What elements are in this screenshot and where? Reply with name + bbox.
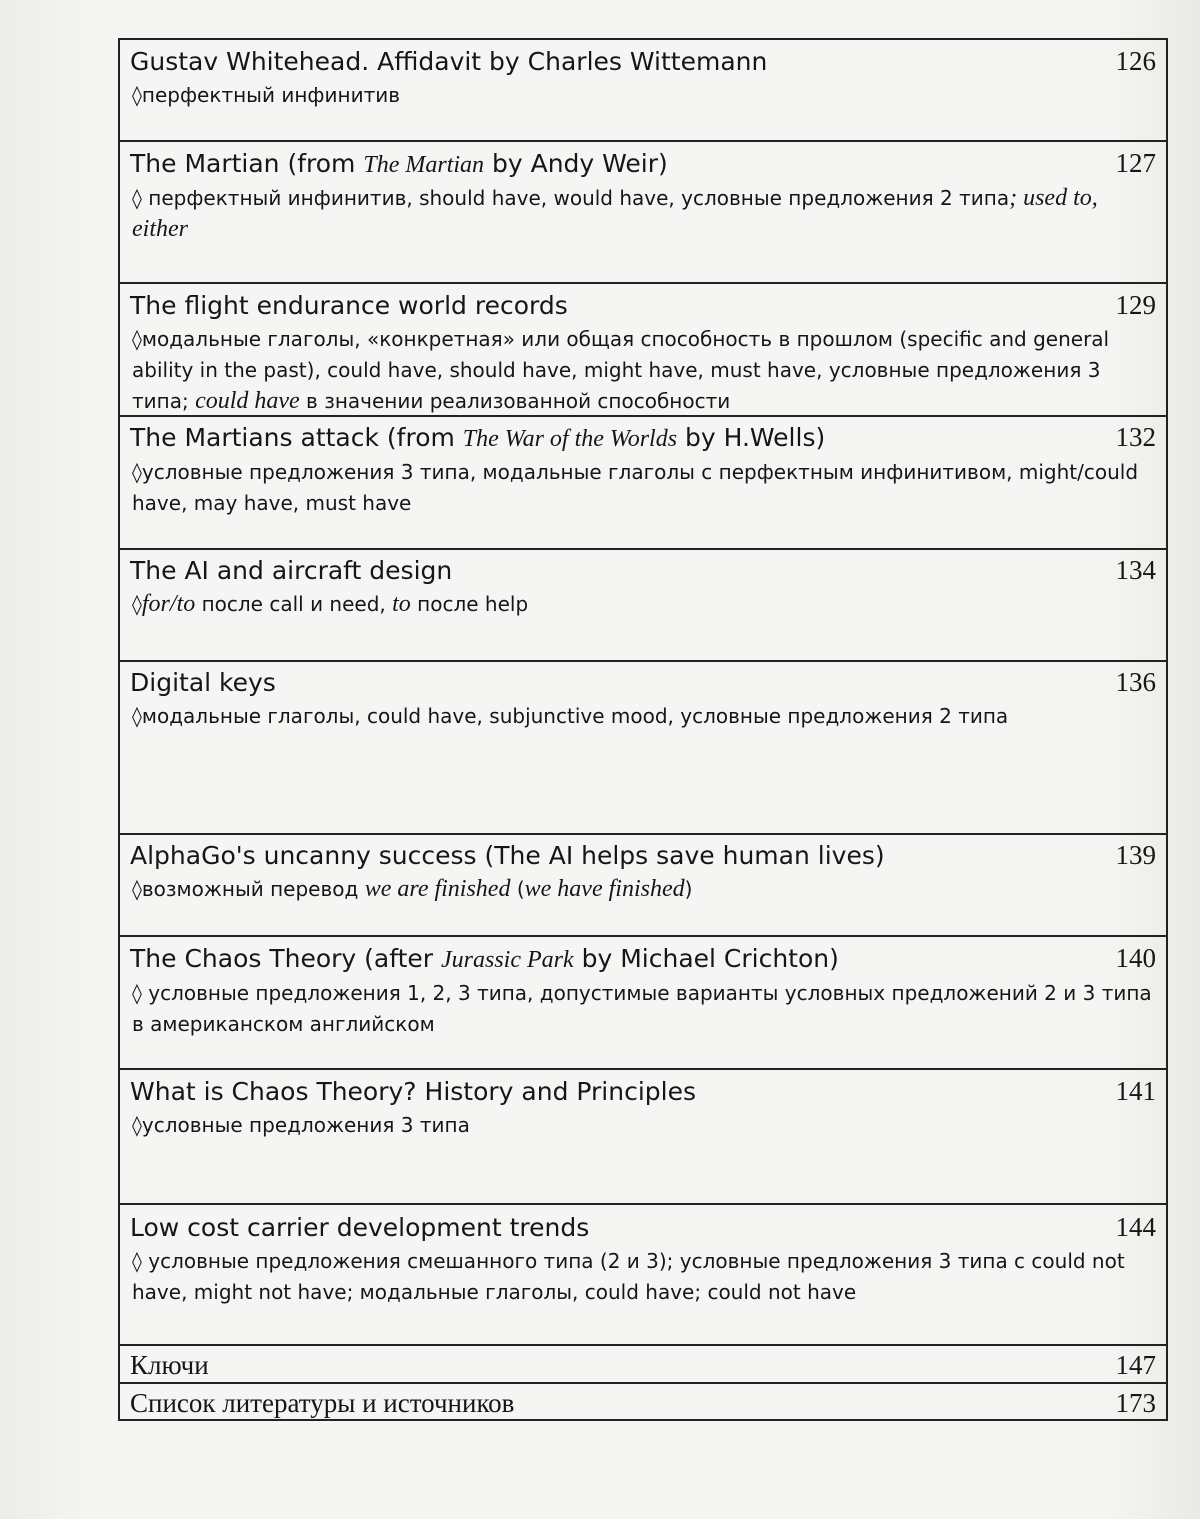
entry-page: 144	[1115, 1212, 1156, 1242]
entry-title-italic: Jurassic Park	[441, 947, 574, 973]
entry-title: What is Chaos Theory? History and Principles	[130, 1077, 697, 1106]
entry-page: 136	[1115, 667, 1156, 697]
entry-page: 141	[1115, 1076, 1156, 1106]
entry-note-text: ◊ перфектный инфинитив, should have, would have, условные предложения 2 типа	[132, 186, 1010, 210]
toc-entry	[120, 548, 1166, 620]
entry-note: ◊условные предложения 3 типа, модальные глаголы с перфектным инфинитивом, might/could have, may have, must have	[132, 460, 1139, 515]
entry-note-italic: could have	[195, 388, 300, 414]
entry-note-text: после help	[410, 592, 529, 616]
toc-entry	[120, 415, 1166, 517]
entry-title: Ключи	[130, 1350, 209, 1380]
toc-entry	[120, 140, 1166, 292]
table-of-contents	[118, 38, 1168, 1421]
entry-page: 127	[1115, 148, 1156, 178]
toc-entry	[120, 282, 1166, 415]
entry-title: The AI and aircraft design	[130, 556, 453, 585]
entry-note-italic: we are finished	[364, 876, 511, 902]
entry-title-text: by H.Wells)	[677, 423, 826, 452]
toc-entry	[120, 1068, 1166, 1191]
entry-note	[120, 589, 1166, 620]
entry-title: Digital keys	[130, 668, 276, 697]
entry-note-text: )	[684, 877, 693, 901]
entry-note-italic: we have finished	[524, 876, 685, 902]
toc-entry	[120, 1203, 1166, 1311]
entry-page: 126	[1115, 46, 1156, 76]
entry-title-text: The Chaos Theory (after	[130, 944, 441, 973]
entry-title: The flight endurance world records	[130, 291, 568, 320]
entry-page: 132	[1115, 422, 1156, 452]
entry-note: ◊ условные предложения 1, 2, 3 типа, допустимые варианты условных предложений 2 и 3 типа в американском английском	[132, 981, 1152, 1036]
entry-note	[120, 183, 1166, 245]
entry-note-text: после call и need,	[195, 592, 393, 616]
entry-note-italic: to	[392, 591, 411, 617]
entry-note: ◊ условные предложения смешанного типа (2 и 3); условные предложения 3 типа с could not have, might not have; модальные глаголы, could have; could not have	[132, 1249, 1125, 1304]
entry-title-text: by Andy Weir)	[484, 149, 668, 178]
entry-note: ◊условные предложения 3 типа	[132, 1113, 470, 1137]
entry-note	[120, 324, 1166, 417]
entry-note: ◊перфектный инфинитив	[132, 83, 400, 107]
toc-entry	[120, 935, 1166, 1068]
entry-note	[120, 874, 1166, 905]
entry-note-text: ◊модальные глаголы, «конкретная» или общая способность в прошлом (specific and general ability in the past), could have, should have, might have, must have, условные предложения 3 типа;	[132, 327, 1110, 413]
entry-note-text: в значении реализованной способности	[299, 389, 731, 413]
entry-title-text: by Michael Crichton)	[573, 944, 839, 973]
toc-entry	[120, 38, 1166, 116]
toc-entry	[120, 660, 1166, 795]
entry-note-text: ◊возможный перевод	[132, 877, 365, 901]
entry-page: 139	[1115, 840, 1156, 870]
entry-title-text: The Martian (from	[130, 149, 364, 178]
entry-page: 129	[1115, 290, 1156, 320]
entry-page: 147	[1115, 1350, 1156, 1380]
entry-title	[130, 941, 839, 978]
entry-title	[130, 420, 825, 457]
entry-title: Low cost carrier development trends	[130, 1213, 590, 1242]
entry-note-text: ◊	[132, 592, 142, 616]
entry-title: Gustav Whitehead. Affidavit by Charles Wittemann	[130, 47, 768, 76]
entry-page: 134	[1115, 555, 1156, 585]
entry-title-italic: The War of the Worlds	[462, 426, 678, 452]
entry-title: Список литературы и источников	[130, 1388, 515, 1418]
entry-note: ◊модальные глаголы, could have, subjunctive mood, условные предложения 2 типа	[132, 704, 1009, 728]
entry-page: 173	[1115, 1388, 1156, 1418]
toc-entry	[120, 833, 1166, 904]
entry-title	[130, 146, 668, 183]
entry-title-text: The Martians attack (from	[130, 423, 463, 452]
toc-entry	[120, 1344, 1166, 1382]
entry-note-italic: for/to	[141, 591, 196, 617]
entry-note-italic: ; used to, either	[132, 185, 1098, 242]
toc-entry	[120, 1382, 1166, 1419]
entry-note-text: (	[510, 877, 525, 901]
entry-title: AlphaGo's uncanny success (The AI helps save human lives)	[130, 841, 885, 870]
entry-page: 140	[1115, 943, 1156, 973]
entry-title-italic: The Martian	[363, 152, 485, 178]
